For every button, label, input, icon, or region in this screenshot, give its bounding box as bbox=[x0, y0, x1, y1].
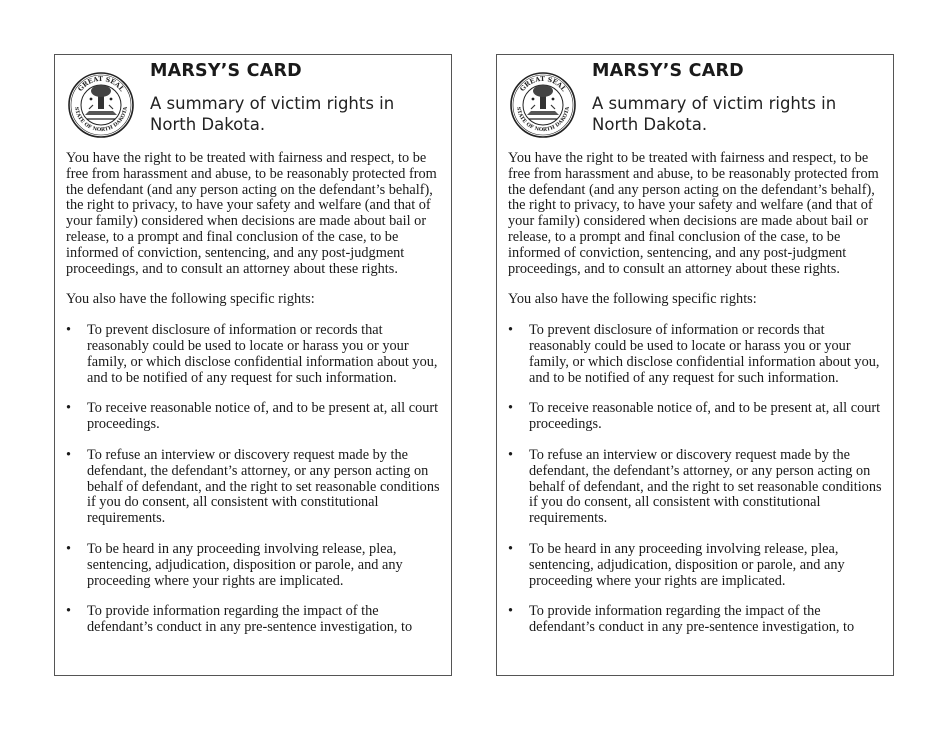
rights-intro: You have the right to be treated with fairness and respect, to be free from harassment and abuse, to be reasonably protected from the defendant (and any person acting on the defendant’s behalf), the right to privacy, to have your safety and welfare (and that of your family) considered when decisions are made about bail or release, to a prompt and final conclusion of the case, to be informed of conviction, sentencing, and any post-judgment proceedings, and to consult an attorney about these rights. bbox=[508, 150, 879, 277]
seal-text-bottom: STATE OF NORTH DAKOTA bbox=[73, 106, 129, 134]
card-title: MARSY’S CARD bbox=[592, 61, 744, 81]
bullet: • bbox=[66, 400, 72, 417]
bullet: • bbox=[66, 603, 72, 620]
list-item bbox=[66, 542, 446, 589]
list-item-text: To refuse an interview or discovery request made by the defendant, the defendant’s attorney, or any person acting on behalf of defendant, and the right to set reasonable conditions if you do consent, all consistent with constitutional requirements. bbox=[529, 446, 882, 527]
seal-text-top: GREAT SEAL bbox=[518, 74, 568, 93]
list-item bbox=[508, 323, 888, 386]
card-subtitle: A summary of victim rights in North Dakota. bbox=[150, 94, 395, 134]
rights-intro: You have the right to be treated with fairness and respect, to be free from harassment and abuse, to be reasonably protected from the defendant (and any person acting on the defendant’s behalf), the right to privacy, to have your safety and welfare (and that of your family) considered when decisions are made about bail or release, to a prompt and final conclusion of the case, to be informed of conviction, sentencing, and any post-judgment proceedings, and to consult an attorney about these rights. bbox=[66, 150, 437, 277]
list-item-text: To provide information regarding the impact of the defendant’s conduct in any pre-sentence investigation, to bbox=[529, 603, 855, 636]
list-item-text: To refuse an interview or discovery request made by the defendant, the defendant’s attorney, or any person acting on behalf of defendant, and the right to set reasonable conditions if you do consent, all consistent with constitutional requirements. bbox=[87, 446, 440, 527]
rights-list bbox=[508, 323, 888, 636]
bullet: • bbox=[508, 603, 514, 620]
list-item-text: To prevent disclosure of information or records that reasonably could be used to locate or harass you or your family, or which disclose confidential information about you, and to be notified of any request for such information. bbox=[529, 322, 880, 386]
list-item bbox=[508, 604, 888, 636]
card-body bbox=[508, 151, 888, 651]
list-item-text: To receive reasonable notice of, and to be present at, all court proceedings. bbox=[87, 400, 439, 433]
state-seal-icon bbox=[509, 71, 577, 139]
rights-lead: You also have the following specific rights: bbox=[508, 291, 757, 308]
bullet: • bbox=[66, 446, 72, 463]
seal-text-bottom: STATE OF NORTH DAKOTA bbox=[515, 106, 571, 134]
list-item bbox=[66, 448, 446, 527]
bullet: • bbox=[508, 540, 514, 557]
list-item-text: To be heard in any proceeding involving release, plea, sentencing, adjudication, disposition or parole, and any proceeding where your rights are implicated. bbox=[87, 540, 403, 589]
marsys-card-right bbox=[496, 54, 894, 676]
list-item bbox=[508, 401, 888, 433]
list-item bbox=[508, 448, 888, 527]
list-item bbox=[66, 604, 446, 636]
list-item bbox=[66, 401, 446, 433]
list-item-text: To receive reasonable notice of, and to be present at, all court proceedings. bbox=[529, 400, 881, 433]
rights-list bbox=[66, 323, 446, 636]
list-item-text: To be heard in any proceeding involving release, plea, sentencing, adjudication, disposition or parole, and any proceeding where your rights are implicated. bbox=[529, 540, 845, 589]
card-body bbox=[66, 151, 446, 651]
card-title: MARSY’S CARD bbox=[150, 61, 302, 81]
bullet: • bbox=[66, 540, 72, 557]
rights-lead: You also have the following specific rights: bbox=[66, 291, 315, 308]
seal-text-top: GREAT SEAL bbox=[76, 74, 126, 93]
list-item bbox=[66, 323, 446, 386]
card-subtitle: A summary of victim rights in North Dakota. bbox=[592, 94, 837, 134]
bullet: • bbox=[66, 322, 72, 339]
list-item bbox=[508, 542, 888, 589]
list-item-text: To prevent disclosure of information or records that reasonably could be used to locate or harass you or your family, or which disclose confidential information about you, and to be notified of any request for such information. bbox=[87, 322, 438, 386]
list-item-text: To provide information regarding the impact of the defendant’s conduct in any pre-sentence investigation, to bbox=[87, 603, 413, 636]
bullet: • bbox=[508, 400, 514, 417]
state-seal-icon bbox=[67, 71, 135, 139]
bullet: • bbox=[508, 446, 514, 463]
marsys-card-left bbox=[54, 54, 452, 676]
bullet: • bbox=[508, 322, 514, 339]
